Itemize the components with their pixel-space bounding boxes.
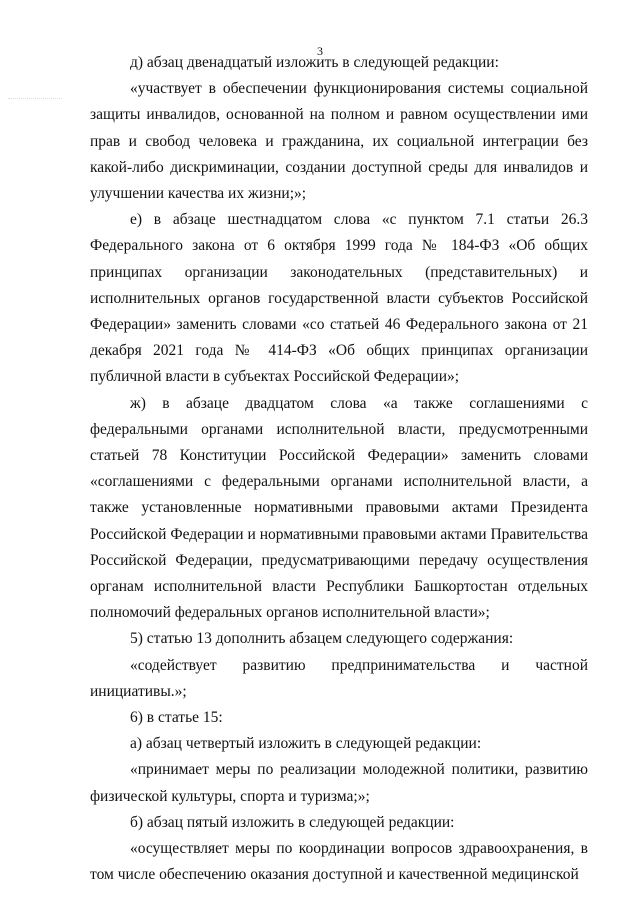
paragraph-b-abzac-5: б) абзац пятый изложить в следующей редакции:	[130, 813, 455, 831]
paragraph-5-statya-13: 5) статью 13 дополнить абзацем следующего содержания:	[130, 630, 514, 648]
paragraph-quote-invalidy: «участвует в обеспечении функционирования системы социальной защиты инвалидов, основанной на полном и равном осуществлении ими прав и свобод человека и гражданина, их социальной интеграции без какой-либо дискриминации, создании доступной среды для инвалидов и улучшении качества их жизни;»;	[90, 80, 588, 203]
paragraph-6-statya-15: 6) в статье 15:	[130, 709, 223, 727]
scan-artifact	[8, 98, 62, 103]
page-number: 3	[317, 44, 323, 58]
paragraph-d-abzac-12: д) абзац двенадцатый изложить в следующей редакции:	[130, 54, 499, 71]
document-body	[90, 50, 588, 889]
paragraph-a-abzac-4: а) абзац четвертый изложить в следующей редакции:	[130, 735, 482, 753]
paragraph-quote-zdravookhranenie: «осуществляет меры по координации вопросов здравоохранения, в том числе обеспечению оказания доступной и качественной медицинской	[90, 840, 588, 884]
paragraph-quote-molodezh: «принимает меры по реализации молодежной политики, развитию физической культуры, спорта и туризма;»;	[90, 761, 588, 805]
paragraph-e-abzac-16: е) в абзаце шестнадцатом слова «с пунктом 7.1 статьи 26.3 Федерального закона от 6 октября 1999 года № 184-ФЗ «Об общих принципах организации законодательных (представительных) и исполнительных органов государственной власти субъектов Российской Федерации» заменить словами «со статьей 46 Федерального закона от 21 декабря 2021 года № 414-ФЗ «Об общих принципах организации публичной власти в субъектах Российской Федерации»;	[90, 211, 588, 386]
paragraph-quote-predprinimatelstvo: «содействует развитию предпринимательства и частной инициативы.»;	[90, 656, 588, 700]
paragraph-zh-abzac-20: ж) в абзаце двадцатом слова «а также соглашениями с федеральными органами исполнительной власти, предусмотренными статьей 78 Конституции Российской Федерации» заменить словами «соглашениями с федеральными органами исполнительной власти, а также установленные нормативными правовыми актами Президента Российской Федерации и нормативными правовыми актами Правительства Российской Федерации, предусматривающими передачу осуществления органам исполнительной власти Республики Башкортостан отдельных полномочий федеральных органов исполнительной власти»;	[90, 394, 588, 622]
